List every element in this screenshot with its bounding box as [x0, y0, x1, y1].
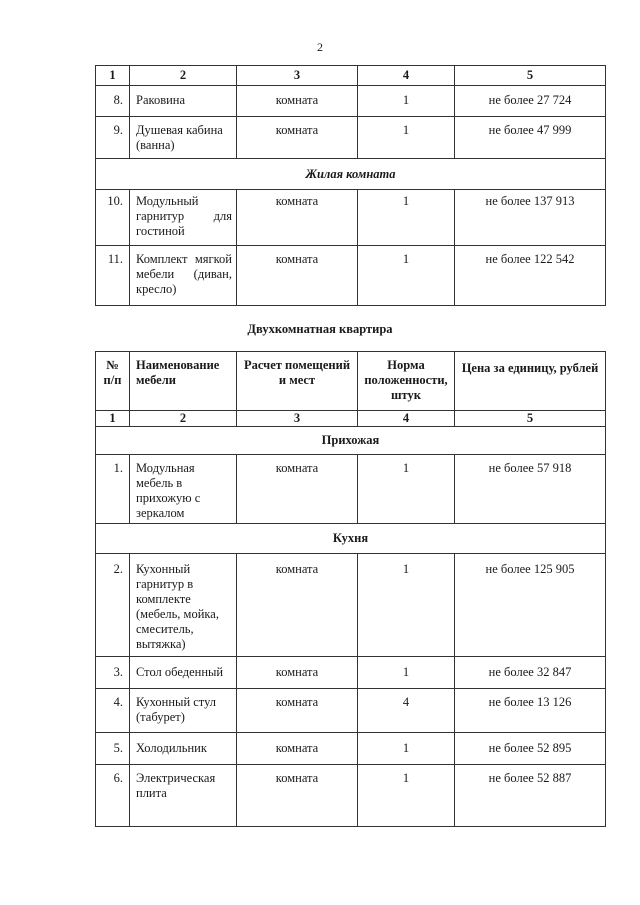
row-number: 6. [96, 765, 130, 827]
header-cell: 4 [358, 66, 455, 86]
header-cell: 5 [455, 66, 606, 86]
item-norm: 1 [358, 554, 455, 657]
item-price: не более 32 847 [455, 657, 606, 689]
item-name: Модульная мебель в прихожую с зеркалом [130, 455, 237, 524]
section-title-kitchen: Кухня [96, 524, 606, 554]
item-name: Душевая кабина (ванна) [130, 117, 237, 159]
item-norm: 1 [358, 455, 455, 524]
item-calc: комната [237, 455, 358, 524]
section-row [96, 159, 606, 190]
section-title-hallway: Прихожая [96, 427, 606, 455]
page-number: 2 [317, 40, 323, 54]
item-name: Электрическая плита [130, 765, 237, 827]
table-row [96, 657, 606, 689]
index-cell: 2 [130, 411, 237, 427]
header-cell: 1 [96, 66, 130, 86]
section-title-living-room: Жилая комната [96, 159, 606, 190]
row-number: 10. [96, 190, 130, 246]
item-norm: 1 [358, 765, 455, 827]
item-name: Раковина [130, 86, 237, 117]
item-name: Комплект мягкой мебели (диван, кресло) [130, 246, 237, 306]
row-number: 1. [96, 455, 130, 524]
table-row [96, 190, 606, 246]
item-price: не более 52 887 [455, 765, 606, 827]
item-norm: 1 [358, 733, 455, 765]
header-cell: 3 [237, 66, 358, 86]
index-cell: 5 [455, 411, 606, 427]
table-row [96, 733, 606, 765]
item-calc: комната [237, 765, 358, 827]
item-name: Модульный гарнитур для гостиной [130, 190, 237, 246]
table-row [96, 765, 606, 827]
item-name: Кухонный гарнитур в комплекте (мебель, мойка, смеситель, вытяжка) [130, 554, 237, 657]
item-price: не более 27 724 [455, 86, 606, 117]
item-norm: 1 [358, 246, 455, 306]
item-price: не более 57 918 [455, 455, 606, 524]
item-calc: комната [237, 657, 358, 689]
table-row [96, 455, 606, 524]
item-price: не более 122 542 [455, 246, 606, 306]
index-cell: 3 [237, 411, 358, 427]
column-header-row [96, 352, 606, 411]
row-number: 5. [96, 733, 130, 765]
row-number: 8. [96, 86, 130, 117]
index-cell: 1 [96, 411, 130, 427]
row-number: 9. [96, 117, 130, 159]
item-price: не более 47 999 [455, 117, 606, 159]
item-name: Стол обеденный [130, 657, 237, 689]
item-price: не более 13 126 [455, 689, 606, 733]
item-price: не более 125 905 [455, 554, 606, 657]
furniture-table-two-room [95, 351, 606, 827]
section-row [96, 427, 606, 455]
row-number: 3. [96, 657, 130, 689]
item-norm: 1 [358, 190, 455, 246]
col-header-num: № п/п [96, 352, 130, 411]
row-number: 2. [96, 554, 130, 657]
col-header-name: Наименование мебели [130, 352, 237, 411]
item-calc: комната [237, 554, 358, 657]
item-norm: 1 [358, 657, 455, 689]
item-norm: 1 [358, 86, 455, 117]
row-number: 11. [96, 246, 130, 306]
col-header-calc: Расчет помещений и мест [237, 352, 358, 411]
item-name: Холодильник [130, 733, 237, 765]
item-norm: 1 [358, 117, 455, 159]
item-norm: 4 [358, 689, 455, 733]
table-row [96, 554, 606, 657]
item-calc: комната [237, 246, 358, 306]
item-price: не более 52 895 [455, 733, 606, 765]
item-calc: комната [237, 733, 358, 765]
item-calc: комната [237, 689, 358, 733]
row-number: 4. [96, 689, 130, 733]
column-index-row [96, 66, 606, 86]
item-calc: комната [237, 190, 358, 246]
furniture-table-continuation [95, 65, 606, 306]
table-row [96, 117, 606, 159]
item-calc: комната [237, 86, 358, 117]
item-calc: комната [237, 117, 358, 159]
item-price: не более 137 913 [455, 190, 606, 246]
table-row [96, 689, 606, 733]
header-cell: 2 [130, 66, 237, 86]
item-name: Кухонный стул (табурет) [130, 689, 237, 733]
table-row [96, 86, 606, 117]
section-row [96, 524, 606, 554]
table-row [96, 246, 606, 306]
section-heading-two-room-apartment: Двухкомнатная квартира [247, 322, 393, 336]
column-index-row [96, 411, 606, 427]
col-header-norm: Норма положенности, штук [358, 352, 455, 411]
index-cell: 4 [358, 411, 455, 427]
col-header-price: Цена за единицу, рублей [455, 352, 606, 411]
